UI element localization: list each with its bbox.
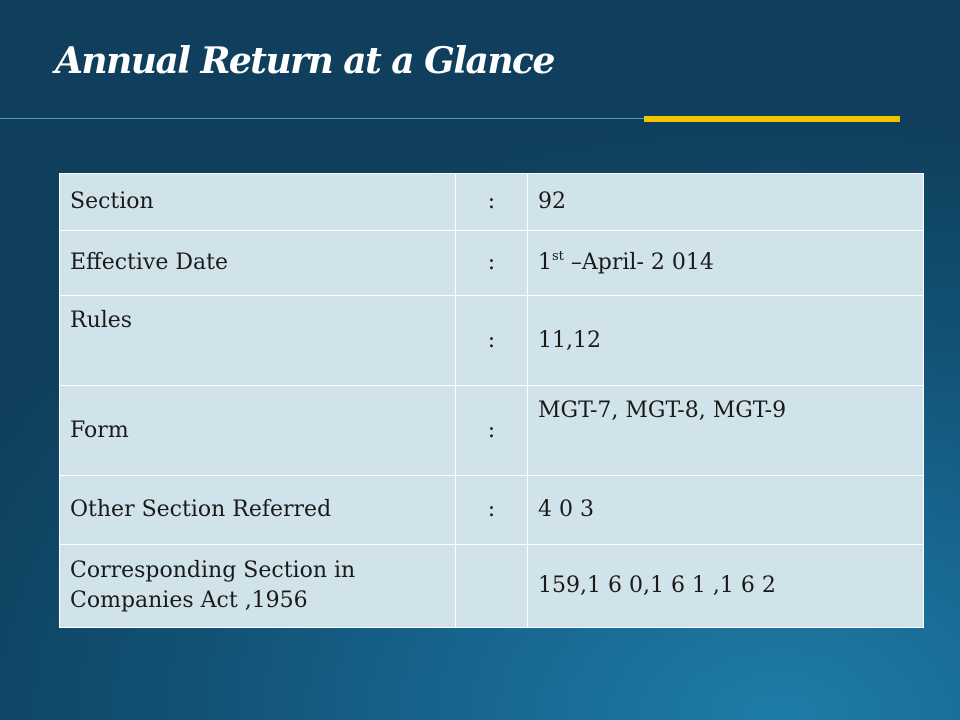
row-label: Effective Date (60, 231, 456, 296)
row-label: Section (60, 174, 456, 231)
row-separator: : (456, 386, 528, 476)
annual-return-table (59, 173, 924, 628)
row-value: 92 (528, 174, 924, 231)
table-row-rules (60, 296, 924, 386)
row-label: Other Section Referred (60, 476, 456, 545)
row-label: Form (60, 386, 456, 476)
row-separator: : (456, 476, 528, 545)
row-value: 11,12 (528, 296, 924, 386)
row-separator (456, 545, 528, 628)
row-separator: : (456, 296, 528, 386)
row-value (528, 231, 924, 296)
row-value: 159,1 6 0,1 6 1 ,1 6 2 (528, 545, 924, 628)
row-label: Corresponding Section in Companies Act ,1956 (60, 545, 456, 628)
row-value: MGT-7, MGT-8, MGT-9 (528, 386, 924, 476)
table-row-form (60, 386, 924, 476)
row-value: 4 0 3 (528, 476, 924, 545)
date-day: 1 (538, 250, 552, 276)
slide-title: Annual Return at a Glance (55, 40, 554, 82)
row-label: Rules (60, 296, 456, 386)
table-row-section (60, 174, 924, 231)
table-row-other-section (60, 476, 924, 545)
title-accent-bar (644, 116, 900, 122)
date-rest: –April- 2 014 (563, 250, 714, 276)
row-separator: : (456, 174, 528, 231)
date-ordinal-suffix: st (552, 249, 564, 265)
table-row-corresponding-section (60, 545, 924, 628)
title-divider-line (0, 118, 645, 119)
row-separator: : (456, 231, 528, 296)
table-row-effective-date (60, 231, 924, 296)
